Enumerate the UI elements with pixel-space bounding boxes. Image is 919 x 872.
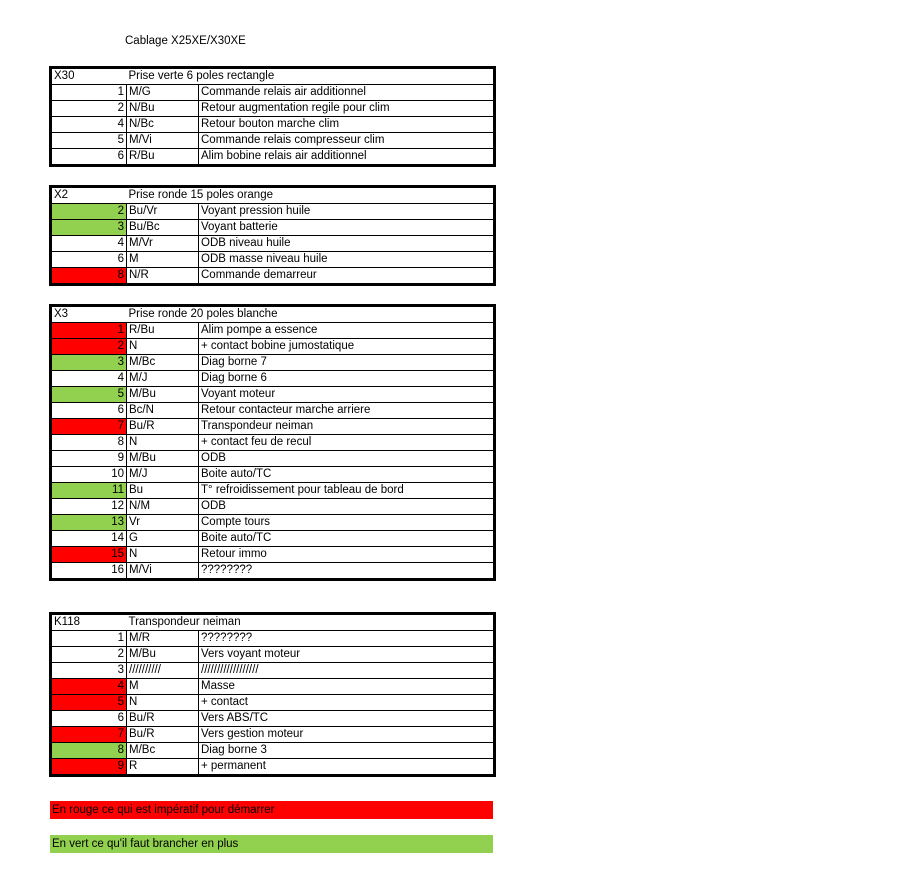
pin-number: 5	[51, 387, 127, 403]
wire-color: M/Vr	[127, 236, 199, 252]
pin-function: Alim pompe a essence	[199, 323, 495, 339]
wire-color: N	[127, 547, 199, 563]
wire-color: M/J	[127, 467, 199, 483]
table-row	[51, 419, 495, 435]
pin-function: Vers ABS/TC	[199, 711, 495, 727]
wire-color: Bu	[127, 483, 199, 499]
pin-function: Diag borne 6	[199, 371, 495, 387]
pin-number: 13	[51, 515, 127, 531]
pin-number: 2	[51, 101, 127, 117]
connector-id: X2	[51, 187, 127, 204]
pin-function: Compte tours	[199, 515, 495, 531]
wire-color: //////////	[127, 663, 199, 679]
wire-color: N	[127, 435, 199, 451]
wire-color: M/Bu	[127, 387, 199, 403]
table-row	[51, 133, 495, 149]
table-row	[51, 743, 495, 759]
pin-function: ODB masse niveau huile	[199, 252, 495, 268]
table-row	[51, 531, 495, 547]
connector-table-x30	[49, 66, 496, 167]
pin-number: 6	[51, 252, 127, 268]
pin-number: 2	[51, 647, 127, 663]
pin-number: 1	[51, 323, 127, 339]
pin-number: 3	[51, 663, 127, 679]
wire-color: M/Bu	[127, 647, 199, 663]
connector-description: Prise verte 6 poles rectangle	[127, 68, 495, 85]
table-row	[51, 711, 495, 727]
table-header-row	[51, 187, 495, 204]
pin-number: 7	[51, 419, 127, 435]
pin-function: Masse	[199, 679, 495, 695]
pin-function: Retour bouton marche clim	[199, 117, 495, 133]
pin-function: + contact feu de recul	[199, 435, 495, 451]
wire-color: M	[127, 252, 199, 268]
pin-number: 4	[51, 236, 127, 252]
wire-color: M/Bc	[127, 355, 199, 371]
table-row	[51, 435, 495, 451]
table-row	[51, 515, 495, 531]
wire-color: M/Bu	[127, 451, 199, 467]
pin-number: 8	[51, 268, 127, 285]
pin-number: 3	[51, 355, 127, 371]
wire-color: N/R	[127, 268, 199, 285]
pin-number: 1	[51, 85, 127, 101]
pin-number: 11	[51, 483, 127, 499]
pin-function: Vers gestion moteur	[199, 727, 495, 743]
pin-number: 6	[51, 403, 127, 419]
pin-number: 6	[51, 149, 127, 166]
pin-function: Retour augmentation regile pour clim	[199, 101, 495, 117]
pin-number: 4	[51, 679, 127, 695]
table-row	[51, 679, 495, 695]
pin-function: ????????	[199, 563, 495, 580]
pin-number: 14	[51, 531, 127, 547]
connector-description: Transpondeur neiman	[127, 614, 495, 631]
wire-color: N	[127, 695, 199, 711]
wire-color: Bc/N	[127, 403, 199, 419]
table-row	[51, 101, 495, 117]
table-row	[51, 371, 495, 387]
pin-function: //////////////////	[199, 663, 495, 679]
table-row	[51, 403, 495, 419]
table-row	[51, 236, 495, 252]
pin-function: Transpondeur neiman	[199, 419, 495, 435]
table-row	[51, 220, 495, 236]
wire-color: Bu/Vr	[127, 204, 199, 220]
connector-id: X3	[51, 306, 127, 323]
table-row	[51, 483, 495, 499]
wire-color: Vr	[127, 515, 199, 531]
table-row	[51, 467, 495, 483]
pin-function: Voyant moteur	[199, 387, 495, 403]
connector-table-x3	[49, 304, 496, 581]
table-row	[51, 759, 495, 776]
pin-number: 3	[51, 220, 127, 236]
pin-function: Retour contacteur marche arriere	[199, 403, 495, 419]
wire-color: R/Bu	[127, 149, 199, 166]
connector-id: K118	[51, 614, 127, 631]
pin-function: Voyant pression huile	[199, 204, 495, 220]
wire-color: R/Bu	[127, 323, 199, 339]
pin-number: 8	[51, 435, 127, 451]
pin-number: 4	[51, 117, 127, 133]
pin-function: Diag borne 3	[199, 743, 495, 759]
table-row	[51, 647, 495, 663]
table-row	[51, 117, 495, 133]
pin-function: ????????	[199, 631, 495, 647]
table-row	[51, 355, 495, 371]
table-row	[51, 451, 495, 467]
table-row	[51, 85, 495, 101]
wire-color: M/J	[127, 371, 199, 387]
pin-function: ODB	[199, 499, 495, 515]
table-header-row	[51, 614, 495, 631]
connector-table-k118	[49, 612, 496, 777]
wire-color: M/Vi	[127, 133, 199, 149]
table-row	[51, 204, 495, 220]
pin-number: 5	[51, 695, 127, 711]
pin-number: 12	[51, 499, 127, 515]
pin-function: Alim bobine relais air additionnel	[199, 149, 495, 166]
connector-table-x2	[49, 185, 496, 286]
pin-function: + contact	[199, 695, 495, 711]
pin-function: ODB	[199, 451, 495, 467]
table-row	[51, 547, 495, 563]
pin-number: 2	[51, 204, 127, 220]
pin-number: 1	[51, 631, 127, 647]
pin-number: 2	[51, 339, 127, 355]
wire-color: N/Bc	[127, 117, 199, 133]
pin-function: Commande relais air additionnel	[199, 85, 495, 101]
table-row	[51, 323, 495, 339]
wire-color: N/M	[127, 499, 199, 515]
pin-number: 16	[51, 563, 127, 580]
page-title: Cablage X25XE/X30XE	[125, 35, 246, 47]
wire-color: M/G	[127, 85, 199, 101]
pin-function: Commande relais compresseur clim	[199, 133, 495, 149]
table-row	[51, 695, 495, 711]
table-row	[51, 252, 495, 268]
wire-color: N/Bu	[127, 101, 199, 117]
pin-number: 9	[51, 451, 127, 467]
pin-number: 7	[51, 727, 127, 743]
pin-function: + permanent	[199, 759, 495, 776]
pin-number: 8	[51, 743, 127, 759]
pin-function: Diag borne 7	[199, 355, 495, 371]
wire-color: N	[127, 339, 199, 355]
connector-description: Prise ronde 15 poles orange	[127, 187, 495, 204]
wire-color: G	[127, 531, 199, 547]
pin-number: 9	[51, 759, 127, 776]
wire-color: M/Vi	[127, 563, 199, 580]
pin-number: 4	[51, 371, 127, 387]
pin-function: Commande demarreur	[199, 268, 495, 285]
wire-color: Bu/Bc	[127, 220, 199, 236]
legend-green: En vert ce qu'il faut brancher en plus	[50, 835, 493, 853]
table-row	[51, 631, 495, 647]
pin-function: ODB niveau huile	[199, 236, 495, 252]
table-header-row	[51, 68, 495, 85]
table-header-row	[51, 306, 495, 323]
pin-function: Boite auto/TC	[199, 531, 495, 547]
table-row	[51, 387, 495, 403]
pin-number: 10	[51, 467, 127, 483]
pin-function: T° refroidissement pour tableau de bord	[199, 483, 495, 499]
wire-color: M/R	[127, 631, 199, 647]
table-row	[51, 563, 495, 580]
wire-color: Bu/R	[127, 711, 199, 727]
table-row	[51, 339, 495, 355]
table-row	[51, 499, 495, 515]
wire-color: Bu/R	[127, 727, 199, 743]
wire-color: Bu/R	[127, 419, 199, 435]
table-row	[51, 149, 495, 166]
pin-number: 5	[51, 133, 127, 149]
table-row	[51, 663, 495, 679]
pin-function: Vers voyant moteur	[199, 647, 495, 663]
legend-red: En rouge ce qui est impératif pour démarrer	[50, 801, 493, 819]
pin-function: + contact bobine jumostatique	[199, 339, 495, 355]
wire-color: M	[127, 679, 199, 695]
pin-number: 6	[51, 711, 127, 727]
pin-function: Retour immo	[199, 547, 495, 563]
pin-function: Boite auto/TC	[199, 467, 495, 483]
connector-description: Prise ronde 20 poles blanche	[127, 306, 495, 323]
wire-color: R	[127, 759, 199, 776]
pin-function: Voyant batterie	[199, 220, 495, 236]
connector-id: X30	[51, 68, 127, 85]
table-row	[51, 727, 495, 743]
table-row	[51, 268, 495, 285]
wire-color: M/Bc	[127, 743, 199, 759]
pin-number: 15	[51, 547, 127, 563]
